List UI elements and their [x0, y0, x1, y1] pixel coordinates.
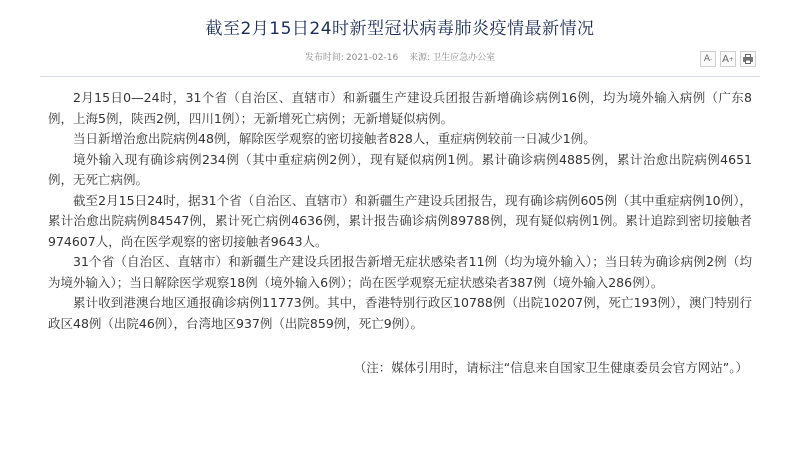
paragraph-daily-recoveries: 当日新增治愈出院病例48例，解除医学观察的密切接触者828人，重症病例较前一日减少1例。 — [73, 131, 596, 146]
print-button[interactable] — [740, 51, 756, 67]
title-divider — [40, 76, 760, 77]
paragraph-cumulative-totals: 截至2月15日24时，据31个省（自治区、直辖市）和新疆生产建设兵团报告，现有确诊病例605例（其中重症病例10例），累计治愈出院病例84547例，累计死亡病例4636例，累计报告确诊病例89788例，现有疑似病例1例。累计追踪到密切接触者974607人，尚在医学观察的密切接触者9643人。 — [48, 192, 752, 249]
font-increase-letter: A — [722, 53, 729, 65]
article-body — [48, 88, 752, 379]
article-meta — [0, 50, 800, 63]
article-tools — [700, 51, 756, 67]
font-decrease-letter: A — [703, 54, 710, 64]
printer-icon — [743, 54, 753, 64]
paragraph-hk-macao-taiwan: 累计收到港澳台地区通报确诊病例11773例。其中，香港特别行政区10788例（出院10207例，死亡193例），澳门特别行政区48例（出院46例），台湾地区937例（出院859例，死亡9例）。 — [48, 295, 752, 331]
font-decrease-mark: - — [710, 55, 713, 63]
source-name: 卫生应急办公室 — [432, 53, 496, 63]
publish-info — [305, 53, 398, 63]
source-label: 来源: — [409, 53, 431, 63]
publish-date: 2021-02-16 — [345, 53, 399, 63]
publish-label: 发布时间: — [304, 53, 344, 63]
paragraph-daily-new-cases: 2月15日0—24时，31个省（自治区、直辖市）和新疆生产建设兵团报告新增确诊病例16例，均为境外输入病例（广东8例，上海5例，陕西2例，四川1例）；无新增死亡病例；无新增疑似病例。 — [48, 90, 752, 126]
font-increase-button[interactable] — [720, 51, 736, 67]
source-info — [409, 53, 495, 63]
page-title: 截至2月15日24时新型冠状病毒肺炎疫情最新情况 — [205, 19, 595, 39]
paragraph-imported-cases: 境外输入现有确诊病例234例（其中重症病例2例），现有疑似病例1例。累计确诊病例4885例，累计治愈出院病例4651例，无死亡病例。 — [48, 151, 752, 187]
paragraph-asymptomatic: 31个省（自治区、直辖市）和新疆生产建设兵团报告新增无症状感染者11例（均为境外输入）；当日转为确诊病例2例（均为境外输入）；当日解除医学观察18例（境外输入6例）；尚在医学观察无症状感染者387例（境外输入286例）。 — [48, 254, 752, 290]
citation-note: （注：媒体引用时，请标注“信息来自国家卫生健康委员会官方网站”。） — [353, 360, 748, 375]
font-increase-mark: + — [728, 55, 734, 63]
font-decrease-button[interactable] — [700, 51, 716, 67]
